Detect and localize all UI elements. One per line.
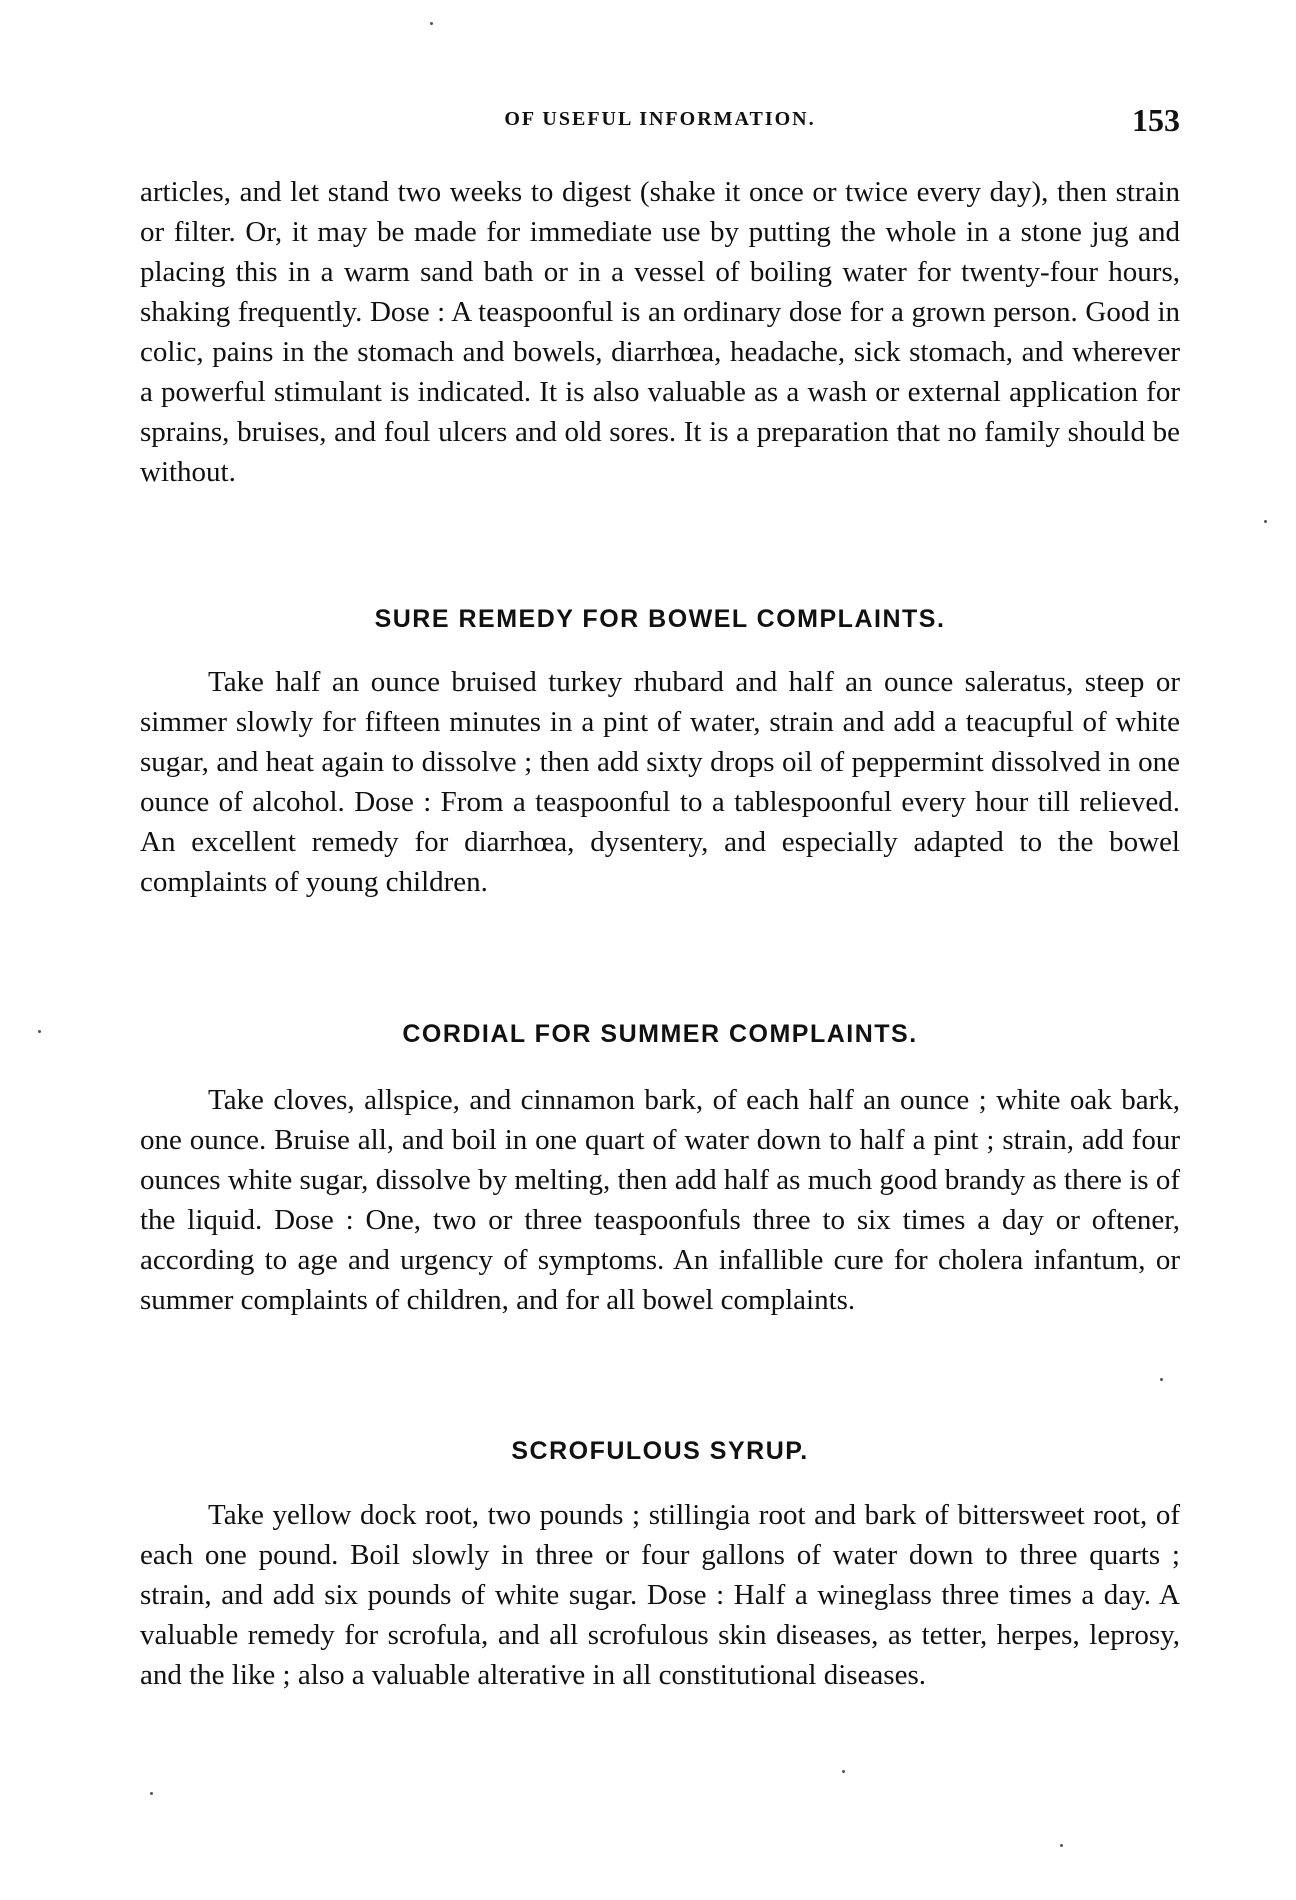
scan-speck: [1060, 1844, 1063, 1847]
scan-speck: [150, 1792, 153, 1795]
scan-speck: [842, 1770, 845, 1773]
running-title: OF USEFUL INFORMATION.: [504, 108, 816, 130]
continued-paragraph: articles, and let stand two weeks to digest (shake it once or twice every day), then strain or filter. Or, it may be made for immediate use by putting the whole in a stone jug and placing this in a warm sand bath or in a vessel of boiling water for twenty-four hours, shaking frequently. Dose : A teaspoonful is an ordinary dose for a grown person. Good in colic, pains in the stomach and bowels, diarrhœa, headache, sick stomach, and wherever a powerful stimulant is indicated. It is also valuable as a wash or external application for sprains, bruises, and foul ulcers and old sores. It is a preparation that no family should be without.: [140, 176, 1180, 488]
heading-cordial: CORDIAL FOR SUMMER COMPLAINTS.: [402, 1020, 918, 1048]
scan-speck: [1160, 1378, 1163, 1381]
paragraph-scrofulous-syrup: Take yellow dock root, two pounds ; stillingia root and bark of bittersweet root, of each one pound. Boil slowly in three or four gallons of water down to three quarts ; strain, and add six pounds of white sugar. Dose : Half a wineglass three times a day. A valuable remedy for scrofula, and all scrofulous skin diseases, as tetter, herpes, leprosy, and the like ; also a valuable alterative in all constitutional diseases.: [140, 1499, 1180, 1691]
paragraph-sure-remedy: Take half an ounce bruised turkey rhubard and half an ounce saleratus, steep or simmer slowly for fifteen minutes in a pint of water, strain and add a teacupful of white sugar, and heat again to dissolve ; then add sixty drops oil of peppermint dissolved in one ounce of alcohol. Dose : From a teaspoonful to a tablespoonful every hour till relieved. An excellent remedy for diarrhœa, dysentery, and especially adapted to the bowel complaints of young children.: [140, 666, 1180, 898]
scan-speck: [1264, 520, 1267, 523]
scan-speck: [430, 22, 433, 25]
paragraph-cordial: Take cloves, allspice, and cinnamon bark, of each half an ounce ; white oak bark, one ounce. Bruise all, and boil in one quart of water down to half a pint ; strain, add four ounces white sugar, dissolve by melting, then add half as much good brandy as there is of the liquid. Dose : One, two or three teaspoonfuls three to six times a day or oftener, according to age and urgency of symptoms. An infallible cure for cholera infantum, or summer complaints of children, and for all bowel complaints.: [140, 1084, 1180, 1316]
scan-speck: [38, 1030, 41, 1033]
running-header: [140, 102, 1180, 148]
heading-scrofulous-syrup: SCROFULOUS SYRUP.: [511, 1437, 809, 1465]
heading-sure-remedy: SURE REMEDY FOR BOWEL COMPLAINTS.: [374, 605, 946, 633]
page-number: 153: [1132, 102, 1180, 138]
